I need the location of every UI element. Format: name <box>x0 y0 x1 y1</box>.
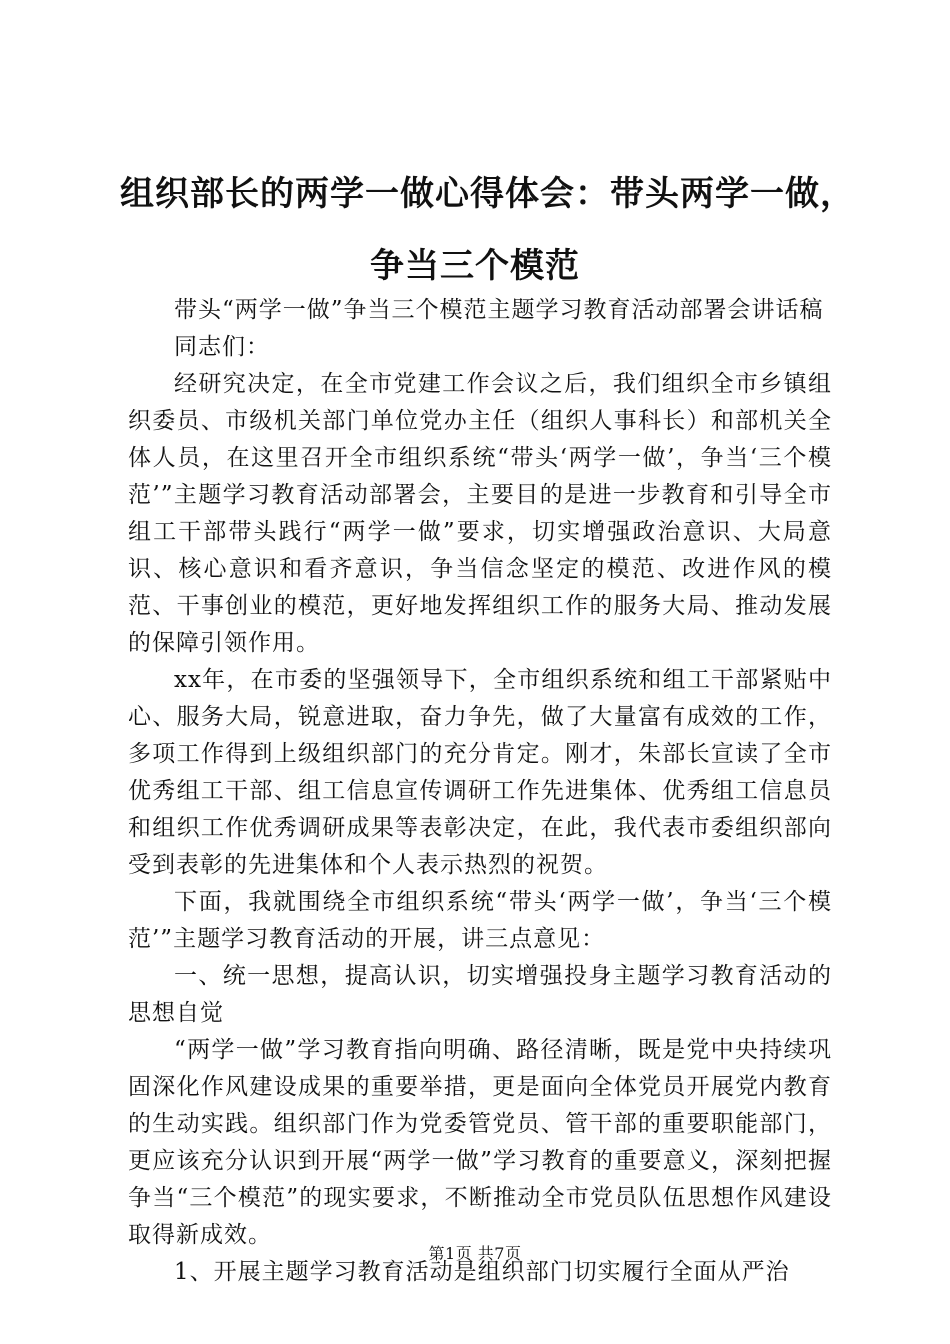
paragraph: 下面，我就围绕全市组织系统“带头‘两学一做’，争当‘三个模范’”主题学习教育活动的开展，讲三点意见： <box>128 889 832 952</box>
section-heading: 一、统一思想，提高认识，切实增强投身主题学习教育活动的思想自觉 <box>128 963 832 1026</box>
paragraph-salutation: 同志们： <box>174 334 270 360</box>
paragraph: xx年，在市委的坚强领导下，全市组织系统和组工干部紧贴中心、服务大局，锐意进取，奋力争先，做了大量富有成效的工作，多项工作得到上级组织部门的充分肯定。刚才，朱部长宣读了全市优秀组工干部、组工信息宣传调研工作先进集体、优秀组工信息员和组织工作优秀调研成果等表彰决定，在此，我代表市委组织部向受到表彰的先进集体和个人表示热烈的祝贺。 <box>128 667 832 878</box>
paragraph: 1、开展主题学习教育活动是组织部门切实履行全面从严治 <box>174 1259 790 1285</box>
document-title <box>120 158 855 302</box>
paragraph: 经研究决定，在全市党建工作会议之后，我们组织全市乡镇组织委员、市级机关部门单位党办主任（组织人事科长）和部机关全体人员，在这里召开全市组织系统“带头‘两学一做’，争当‘三个模范’”主题学习教育活动部署会，主要目的是进一步教育和引导全市组工干部带头践行“两学一做”要求，切实增强政治意识、大局意识、核心意识和看齐意识，争当信念坚定的模范、改进作风的模范、干事创业的模范，更好地发挥组织工作的服务大局、推动发展的保障引领作用。 <box>128 371 832 656</box>
title-line-2: 争当三个模范 <box>370 246 580 286</box>
document-body <box>128 292 832 1291</box>
page-number-footer: 第1页 共7页 <box>428 1244 522 1263</box>
paragraph-subtitle: 带头“两学一做”争当三个模范主题学习教育活动部署会讲话稿 <box>174 297 824 323</box>
paragraph: “两学一做”学习教育指向明确、路径清晰，既是党中央持续巩固深化作风建设成果的重要举措，更是面向全体党员开展党内教育的生动实践。组织部门作为党委管党员、管干部的重要职能部门，更应该充分认识到开展“两学一做”学习教育的重要意义，深刻把握争当“三个模范”的现实要求，不断推动全市党员队伍思想作风建设取得新成效。 <box>128 1037 832 1248</box>
title-line-1: 组织部长的两学一做心得体会：带头两学一做， <box>120 174 855 214</box>
